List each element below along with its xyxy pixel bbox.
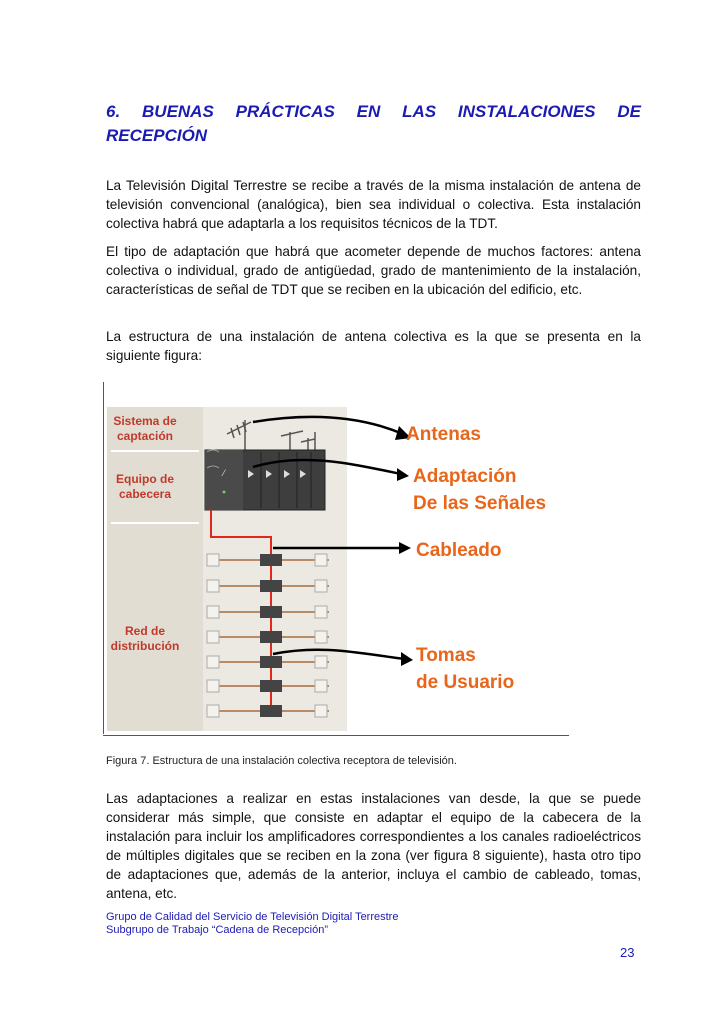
paragraph-intro: La Televisión Digital Terrestre se recibe a través de la misma instalación de antena de televisión convencional (analógica), bien sea individual o colectiva. Esta instalación colectiva habrá que adaptarla a los requisitos técnicos de la TDT. [106,178,641,231]
footer-line-1: Grupo de Calidad del Servicio de Televisión Digital Terrestre [106,911,399,923]
user-outlet-icon [315,656,327,668]
callout-adaptacion-2: De las Señales [413,493,547,514]
splitter-icon [260,656,282,668]
paragraph-factors: El tipo de adaptación que habrá que acometer depende de muchos factores: antena colectiva o individual, grado de antigüedad, grado de mantenimiento de la instalación, características de señal de TDT que se reciben en la ubicación del edificio, etc. [106,244,641,297]
label-red-2: distribución [110,639,180,653]
callout-tomas-2: de Usuario [416,672,515,693]
footer-line-2: Subgrupo de Trabajo “Cadena de Recepción” [106,924,328,936]
label-sistema-2: captación [116,429,174,443]
figure-diagram [103,382,569,736]
user-outlet-icon [207,705,219,717]
paragraph-figure-intro: La estructura de una instalación de antena colectiva es la que se presenta en la siguiente figura: [106,329,641,363]
user-outlet-icon [207,580,219,592]
figure-collective-antenna [103,382,569,736]
user-outlet-icon [315,680,327,692]
heading-word: EN [356,102,381,121]
splitter-icon [260,580,282,592]
user-outlet-icon [315,554,327,566]
user-outlet-icon [207,680,219,692]
section-heading [106,100,641,148]
splitter-icon [260,705,282,717]
heading-word: INSTALACIONES [457,102,596,121]
heading-word: DE [617,102,641,121]
figure-bottom-rule [103,735,569,736]
heading-word: 6. [106,102,121,121]
label-red-1: Red de [124,624,166,638]
page-number: 23 [620,945,635,960]
figure-left-rule [103,382,104,734]
heading-word: PRÁCTICAS [235,102,335,121]
page-footer [106,911,398,937]
splitter-icon [260,554,282,566]
user-outlet-icon [315,606,327,618]
user-outlet-icon [315,705,327,717]
label-equipo-2: cabecera [118,487,172,501]
callout-adaptacion-1: Adaptación [413,466,517,487]
heading-line-1 [106,100,641,124]
heading-word: LAS [402,102,437,121]
label-sistema-1: Sistema de [113,414,177,428]
user-outlet-icon [207,606,219,618]
figure-caption: Figura 7. Estructura de una instalación colectiva receptora de televisión. [106,755,457,767]
paragraph-adaptations: Las adaptaciones a realizar en estas instalaciones van desde, la que se puede considerar más simple, que consiste en adaptar el equipo de la cabecera de la instalación para incluir los amplificadores correspondientes a los canales radioeléctricos de múltiples digitales que se reciben en la zona (ver figura 8 siguiente), hasta otro tipo de adaptaciones que, además de la anterior, incluya el cambio de cableado, tomas, antena, etc. [106,791,641,901]
splitter-icon [260,606,282,618]
arrowheads [395,426,413,666]
user-outlet-icon [207,631,219,643]
user-outlet-icon [315,631,327,643]
splitter-icon [260,631,282,643]
callout-tomas-1: Tomas [416,645,476,666]
label-equipo-1: Equipo de [116,472,174,486]
callout-cableado: Cableado [416,540,502,561]
user-outlet-icon [315,580,327,592]
user-outlet-icon [207,554,219,566]
heading-line-2: RECEPCIÓN [106,126,208,145]
user-outlet-icon [207,656,219,668]
splitter-icon [260,680,282,692]
callout-labels [406,424,546,693]
callout-antenas: Antenas [406,424,481,445]
diagram-label-column [107,407,203,731]
heading-word: BUENAS [142,102,214,121]
svg-text:⁄: ⁄ [223,468,225,478]
